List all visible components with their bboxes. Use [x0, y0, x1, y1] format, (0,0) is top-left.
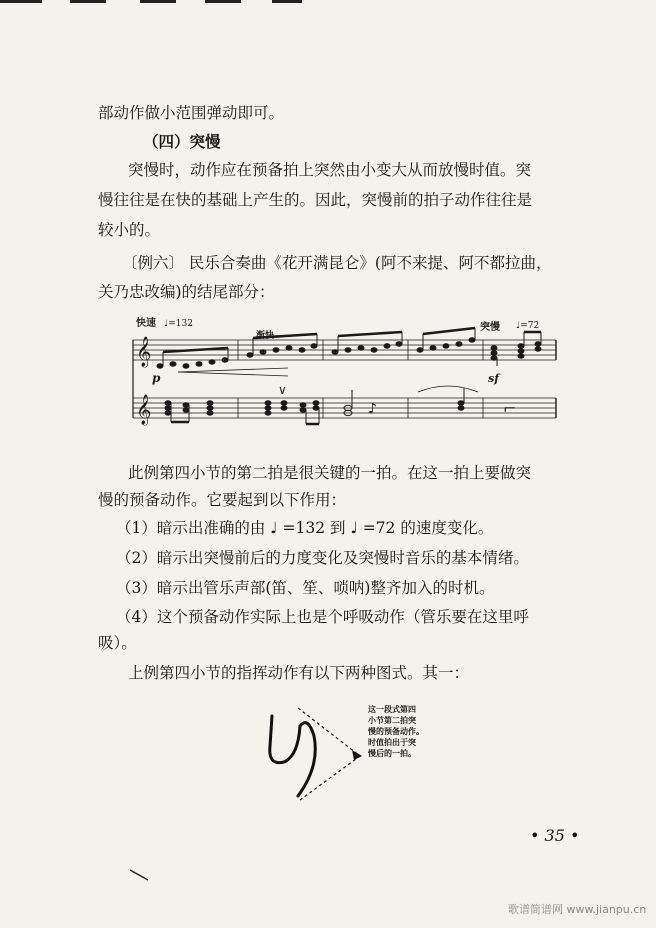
dynamic-sf: sf — [488, 372, 499, 385]
top-bar — [272, 0, 302, 3]
top-bar — [140, 0, 176, 3]
list-item: 吸）。 — [98, 634, 137, 652]
diagram-caption: 这一段式第四 小节第二拍突 慢的预备动作。 时值拍出于突 慢后的一拍。 — [368, 704, 424, 758]
dim-label: 渐快 — [256, 331, 275, 341]
music-score — [128, 310, 568, 435]
example-label: 〔例六〕 民乐合奏曲《花开满昆仑》(阿不来提、阿不都拉曲， — [122, 254, 552, 272]
conducting-diagram — [258, 696, 368, 811]
tempo-fast-mark: ♩=132 — [164, 319, 193, 329]
text-line: 部动作做小范围弹动即可。 — [98, 104, 285, 122]
list-item: （1）暗示出准确的由 ♩ =132 到 ♩ =72 的速度变化。 — [116, 519, 494, 537]
paragraph-line: 上例第四小节的指挥动作有以下两种图式。其一： — [128, 664, 470, 682]
paragraph-line: 此例第四小节的第二拍是很关键的一拍。在这一拍上要做突 — [128, 464, 532, 482]
top-bar — [0, 0, 42, 3]
svg-text:♪: ♪ — [368, 401, 377, 417]
list-item: （3）暗示出管乐声部(笛、笙、唢呐)整齐加入的时机。 — [116, 579, 495, 597]
top-bar — [205, 0, 241, 3]
tempo-slow-label: 突慢 — [480, 322, 500, 333]
tempo-fast-label: 快速 — [136, 318, 156, 329]
svg-text:𝄞: 𝄞 — [136, 395, 152, 425]
svg-text:𝄞: 𝄞 — [136, 337, 152, 367]
list-item: （4）这个预备动作实际上也是个呼吸动作（管乐要在这里呼 — [116, 608, 529, 626]
watermark: 歌谱简谱网 www.jianpu.cn — [508, 903, 647, 916]
tempo-slow-mark: ♩=72 — [516, 321, 540, 331]
section-heading: （四）突慢 — [143, 132, 221, 151]
list-item: （2）暗示出突慢前后的力度变化及突慢时音乐的基本情绪。 — [116, 549, 529, 567]
svg-text:⌐: ⌐ — [503, 399, 517, 418]
example-label: 关乃忠改编)的结尾部分： — [98, 283, 275, 301]
pen-mark — [128, 868, 152, 884]
paragraph-line: 较小的。 — [98, 221, 161, 239]
paragraph-line: 慢往往是在快的基础上产生的。因此，突慢前的拍子动作往往是 — [98, 191, 533, 209]
paragraph-line: 慢的预备动作。它要起到以下作用： — [98, 491, 347, 509]
dynamic-p: p — [152, 371, 161, 385]
svg-text:∨: ∨ — [278, 383, 287, 397]
top-bar — [70, 0, 106, 3]
page-number: • 35 • — [530, 826, 580, 845]
paragraph-line: 突慢时，动作应在预备拍上突然由小变大从而放慢时值。突 — [128, 161, 532, 179]
